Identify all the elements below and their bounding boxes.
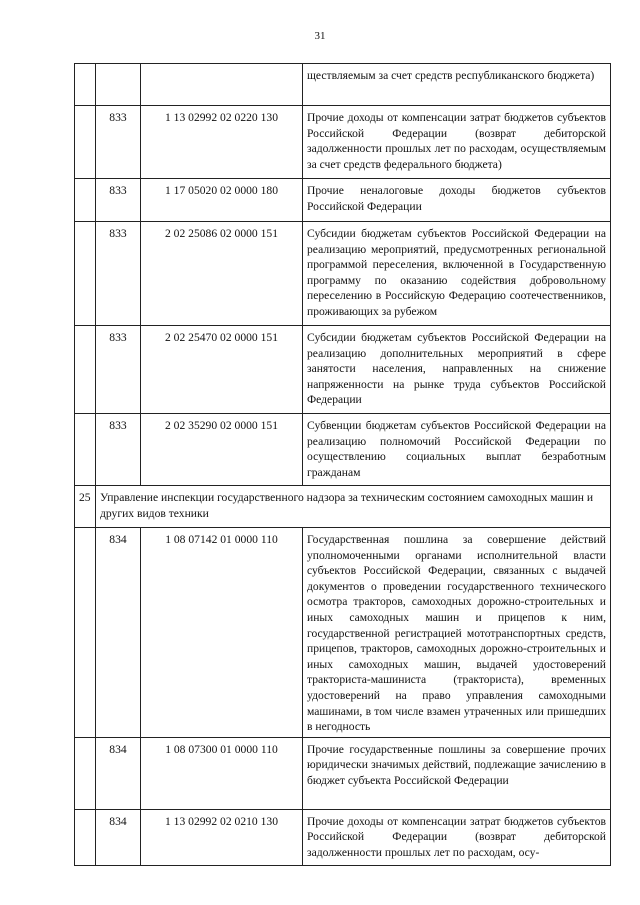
admin-code-cell: 834 bbox=[96, 737, 141, 809]
budget-code-cell bbox=[141, 64, 303, 106]
budget-code-cell: 2 02 35290 02 0000 151 bbox=[141, 414, 303, 486]
group-header-row bbox=[75, 486, 611, 528]
budget-code-cell: 1 17 05020 02 0000 180 bbox=[141, 179, 303, 222]
row-number-cell bbox=[75, 64, 96, 106]
description-cell: Прочие государственные пошлины за совершение прочих юридически значимых действий, подлежащие зачислению в бюджет субъекта Российской Федерации bbox=[303, 737, 611, 809]
table-row bbox=[75, 737, 611, 809]
page-number: 31 bbox=[314, 30, 326, 42]
budget-code-cell: 1 08 07300 01 0000 110 bbox=[141, 737, 303, 809]
admin-code-cell: 834 bbox=[96, 809, 141, 865]
admin-code-cell bbox=[96, 64, 141, 106]
description-cell: Прочие доходы от компенсации затрат бюджетов субъектов Российской Федерации (возврат дебиторской задолженности прошлых лет по расходам, осуществляемым за счет средств федерального бюджета) bbox=[303, 106, 611, 179]
group-number: 25 bbox=[75, 486, 96, 528]
budget-code-cell: 1 08 07142 01 0000 110 bbox=[141, 528, 303, 738]
admin-code-cell: 833 bbox=[96, 179, 141, 222]
description-cell: Субсидии бюджетам субъектов Российской Федерации на реализацию дополнительных мероприятий в сфере занятости населения, направленных на снижение напряженности на рынке труда субъектов Российской Федерации bbox=[303, 326, 611, 414]
row-number-cell bbox=[75, 528, 96, 738]
budget-code-cell: 2 02 25470 02 0000 151 bbox=[141, 326, 303, 414]
table-row bbox=[75, 414, 611, 486]
budget-code-cell: 1 13 02992 02 0210 130 bbox=[141, 809, 303, 865]
admin-code-cell: 833 bbox=[96, 106, 141, 179]
description-cell: Прочие неналоговые доходы бюджетов субъектов Российской Федерации bbox=[303, 179, 611, 222]
table-row bbox=[75, 528, 611, 738]
row-number-cell bbox=[75, 809, 96, 865]
description-cell: Государственная пошлина за совершение действий уполномоченными органами исполнительной власти субъектов Российской Федерации, связанных с выдачей документов о проведении государственного технического осмотра тракторов, самоходных дорожно-строительных и иных самоходных машин и прицепов к ним, государственной регистрацией мототранспортных средств, прицепов, тракторов, самоходных дорожно-строительных и иных самоходных машин, выдачей удостоверений тракториста-машиниста (тракториста), временных удостоверений на право управления самоходными машинами, в том числе взамен утраченных или пришедших в негодность bbox=[303, 528, 611, 738]
row-number-cell bbox=[75, 414, 96, 486]
table-row bbox=[75, 179, 611, 222]
row-number-cell bbox=[75, 179, 96, 222]
budget-code-cell: 2 02 25086 02 0000 151 bbox=[141, 222, 303, 326]
admin-code-cell: 833 bbox=[96, 414, 141, 486]
table-row bbox=[75, 809, 611, 865]
table-row bbox=[75, 222, 611, 326]
description-cell: Субвенции бюджетам субъектов Российской Федерации на реализацию полномочий Российской Федерации по осуществлению социальных выплат безработным гражданам bbox=[303, 414, 611, 486]
row-number-cell bbox=[75, 737, 96, 809]
admin-code-cell: 834 bbox=[96, 528, 141, 738]
table-row bbox=[75, 106, 611, 179]
row-number-cell bbox=[75, 326, 96, 414]
row-number-cell bbox=[75, 222, 96, 326]
table-row bbox=[75, 64, 611, 106]
row-number-cell bbox=[75, 106, 96, 179]
revenue-codes-table bbox=[74, 63, 611, 866]
admin-code-cell: 833 bbox=[96, 326, 141, 414]
admin-code-cell: 833 bbox=[96, 222, 141, 326]
table-row bbox=[75, 326, 611, 414]
description-cell: Прочие доходы от компенсации затрат бюджетов субъектов Российской Федерации (возврат дебиторской задолженности прошлых лет по расходам, осу- bbox=[303, 809, 611, 865]
description-cell: Субсидии бюджетам субъектов Российской Федерации на реализацию мероприятий, предусмотренных региональной программой переселения, включенной в Государственную программу по оказанию содействия добровольному переселению в Российскую Федерацию соотечественников, проживающих за рубежом bbox=[303, 222, 611, 326]
budget-code-cell: 1 13 02992 02 0220 130 bbox=[141, 106, 303, 179]
group-title: Управление инспекции государственного надзора за техническим состоянием самоходных машин и других видов техники bbox=[96, 486, 611, 528]
description-cell: ществляемым за счет средств республиканского бюджета) bbox=[303, 64, 611, 106]
